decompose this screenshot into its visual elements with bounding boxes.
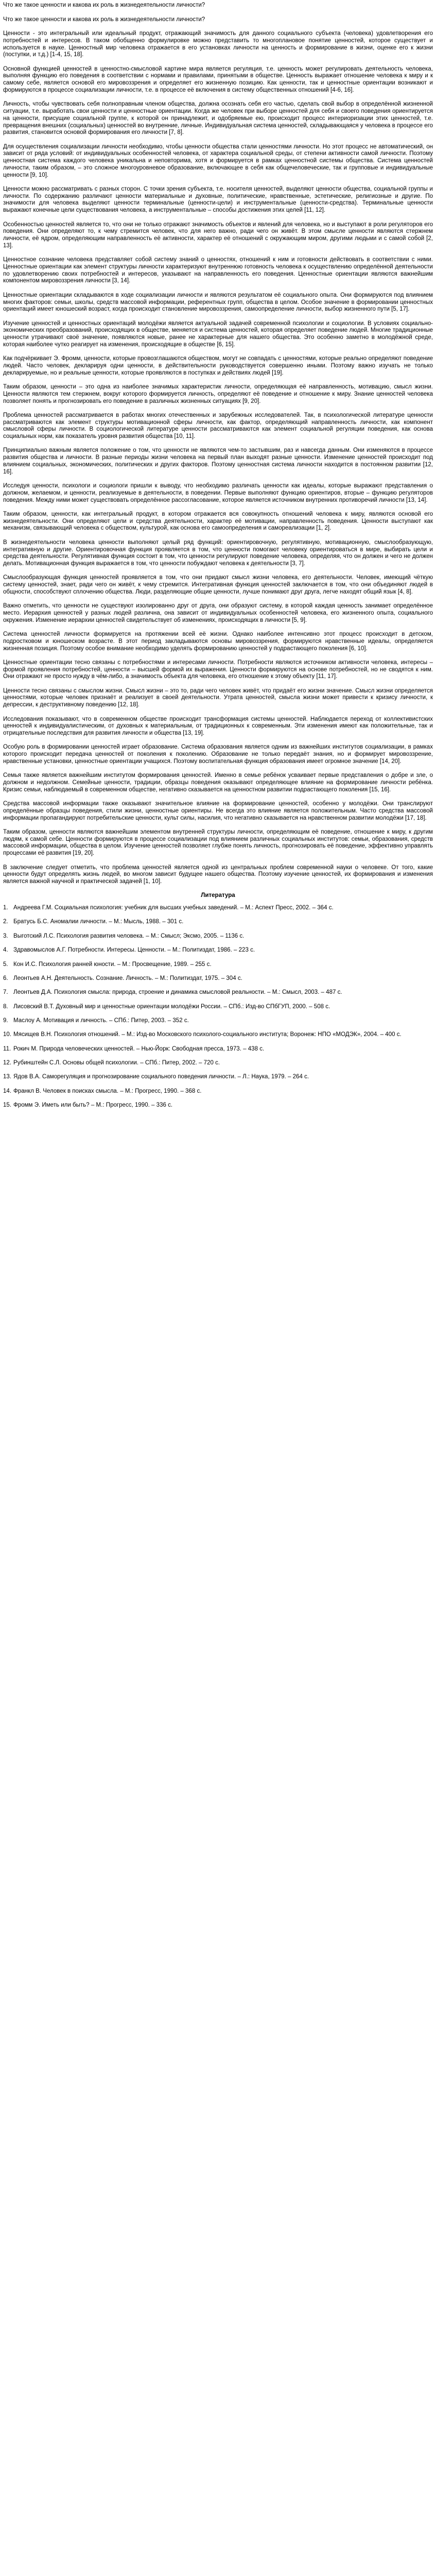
body-paragraph: Средства массовой информации также оказывают значительное влияние на формирование ценностей, особенно у молодёжи. Они транслируют определённые образцы поведения, стили жизни, ценностные ориентиры. Не всегда это влияние является положительным. Часто средства массовой информации пропагандируют потребительские ценности, культ силы, насилия, что негативно сказывается на нравственном развитии молодёжи [17, 18]. bbox=[3, 801, 433, 821]
body-paragraph: В заключение следует отметить, что проблема ценностей является одной из центральных проблем современной науки о человеке. От того, какие ценности будут определять жизнь людей, во многом зависит будущее нашего общества. Поэтому изучение ценностей, их формирования и изменения является важной научной и практической задачей [1, 10]. bbox=[3, 864, 433, 885]
reference-item bbox=[3, 1031, 433, 1039]
reference-number: 15. bbox=[3, 1101, 12, 1108]
reference-text: Маслоу А. Мотивация и личность. – СПб.: Питер, 2003. – 352 с. bbox=[13, 1017, 189, 1024]
reference-number: 9. bbox=[3, 1017, 8, 1024]
reference-text: Андреева Г.М. Социальная психология: учебник для высших учебных заведений. – М.: Аспект Пресс, 2002. – 364 с. bbox=[13, 905, 334, 911]
reference-text: Выготский Л.С. Психология развития человека. – М.: Смысл; Эксмо, 2005. – 1136 с. bbox=[13, 933, 245, 939]
reference-number: 6. bbox=[3, 975, 8, 981]
reference-item bbox=[3, 1060, 433, 1067]
reference-item bbox=[3, 905, 433, 912]
reference-number: 4. bbox=[3, 947, 8, 954]
reference-text: Здравомыслов А.Г. Потребности. Интересы. Ценности. – М.: Политиздат, 1986. – 223 с. bbox=[13, 947, 255, 954]
reference-text: Ядов В.А. Саморегуляция и прогнозирование социального поведения личности. – Л.: Наука, 1979. – 264 с. bbox=[13, 1074, 309, 1080]
reference-number: 7. bbox=[3, 989, 8, 996]
reference-text: Лисовский В.Т. Духовный мир и ценностные ориентации молодёжи России. – СПб.: Изд-во СПбГУП, 2000. – 508 с. bbox=[13, 1003, 330, 1010]
document-subtitle: Что же такое ценности и какова их роль в жизнедеятельности личности? bbox=[3, 16, 205, 23]
reference-list bbox=[3, 905, 433, 1109]
body-paragraph: Личность, чтобы чувствовать себя полноправным членом общества, должна осознать себя его частью, сделать свой выбор в определённой жизненной ситуации, т.е. выработать свои ценности и ценностные ориентации. Когда же человек при выборе ценностей для себя и своего поведения ориентируется на ценности, присущие социальной группе, к которой он принадлежит, и одобряемые ею, происходит процесс интериоризации этих ценностей, т.е. превращения внешних (социальных) ценностей во внутренние, личные. Индивидуальная система ценностей, складывающаяся у человека в процессе его развития, становится основой формирования его личности [7, 8]. bbox=[3, 101, 433, 136]
reference-item bbox=[3, 947, 433, 954]
body-paragraph: Ценности - это интегральный или идеальный продукт, отражающий значимость для данного социального субъекта (человека) удовлетворения его потребностей и интересов. В таком обобщенно формулировке можно представить то многоплановое понятие ценностей, которое существует и используется в науке. Ценностный мир человека отражается в его установках личности на ценность и формирование в жизни, оценке его к жизни (поступки, и т.д.) [1-4, 15, 18]. bbox=[3, 30, 433, 58]
body-paragraph: Семья также является важнейшим институтом формирования ценностей. Именно в семье ребёнок усваивает первые представления о добре и зле, о должном и недолжном. Семейные ценности, традиции, образцы поведения оказывают определяющее влияние на формирование личности ребёнка. Кризис семьи, наблюдаемый в современном обществе, негативно сказывается на ценностном развитии подрастающего поколения [15, 16]. bbox=[3, 772, 433, 793]
body-paragraph: Ценности можно рассматривать с разных сторон. С точки зрения субъекта, т.е. носителя ценностей, выделяют ценности общества, социальной группы и личности. По содержанию различают ценности материальные и духовные, политические, нравственные, эстетические, религиозные и другие. По значимости для человека выделяют ценности терминальные (ценности-цели) и инструментальные (ценности-средства). Терминальные ценности выражают конечные цели существования человека, а инструментальные – способы достижения этих целей [11, 12]. bbox=[3, 185, 433, 214]
reference-number: 5. bbox=[3, 961, 8, 968]
body-paragraph: Изучение ценностей и ценностных ориентаций молодёжи является актуальной задачей современной психологии и социологии. В условиях социально-экономических преобразований, происходящих в обществе, меняется и система ценностей, которая определяет поведение людей. Многие традиционные ценности утрачивают своё значение, появляются новые, ранее не характерные для нашего общества. Это особенно заметно в молодёжной среде, которая наиболее чутко реагирует на изменения, происходящие в обществе [6, 15]. bbox=[3, 320, 433, 348]
reference-item bbox=[3, 919, 433, 926]
reference-item bbox=[3, 1088, 433, 1095]
reference-text: Рубинштейн С.Л. Основы общей психологии. – СПб.: Питер, 2002. – 720 с. bbox=[13, 1059, 220, 1066]
body-paragraph: Ценностное сознание человека представляет собой систему знаний о ценностях, отношений к ним и готовности действовать в соответствии с ними. Ценностные ориентации как элемент структуры личности характеризуют внутреннюю готовность человека к осуществлению определённой деятельности по удовлетворению своих потребностей и интересов, указывают на направленность его поведения. Ценностные ориентации являются важнейшим компонентом мировоззрения личности [3, 14]. bbox=[3, 257, 433, 284]
reference-item bbox=[3, 975, 433, 982]
reference-number: 14. bbox=[3, 1088, 12, 1094]
body-paragraph: Исследования показывают, что в современном обществе происходит трансформация системы ценностей. Наблюдается переход от коллективистских ценностей к индивидуалистическим, от духовных к материальным, от традиционных к современным. Эти изменения имеют как положительные, так и отрицательные последствия для развития личности и общества [13, 19]. bbox=[3, 716, 433, 737]
reference-text: Франкл В. Человек в поисках смысла. – М.: Прогресс, 1990. – 368 с. bbox=[13, 1088, 202, 1094]
reference-item bbox=[3, 933, 433, 940]
body-paragraph: Таким образом, ценности являются важнейшим элементом внутренней структуры личности, определяющим её поведение, отношение к миру, к другим людям, к самой себе. Ценности формируются в процессе социализации под влиянием различных социальных институтов: семьи, образования, средств массовой информации, общества в целом. Изучение ценностей позволяет глубже понять личность, прогнозировать её поведение, эффективно управлять процессами её развития [19, 20]. bbox=[3, 828, 433, 857]
body-paragraph: В жизнедеятельности человека ценности выполняют целый ряд функций: ориентировочную, регулятивную, мотивационную, смыслообразующую, интегративную и другие. Ориентировочная функция проявляется в том, что ценности помогают человеку ориентироваться в мире, выбирать цели и средства деятельности. Регулятивная функция состоит в том, что ценности регулируют поведение человека, определяя, что он должен и чего не должен делать. Мотивационная функция выражается в том, что ценности побуждают человека к деятельности [3, 7]. bbox=[3, 539, 433, 567]
reference-item bbox=[3, 1074, 433, 1081]
reference-number: 13. bbox=[3, 1074, 12, 1080]
reference-number: 11. bbox=[3, 1045, 11, 1052]
document-body bbox=[3, 30, 433, 886]
reference-number: 10. bbox=[3, 1031, 12, 1038]
body-paragraph: Система ценностей личности формируется на протяжении всей её жизни. Однако наиболее интенсивно этот процесс происходит в детском, подростковом и юношеском возрасте. В этот период закладываются основы мировоззрения, формируются нравственные идеалы, определяется жизненная позиция. Поэтому особое внимание необходимо уделять формированию ценностей у подрастающего поколения [6, 10]. bbox=[3, 631, 433, 652]
body-paragraph: Для осуществления социализации личности необходимо, чтобы ценности общества стали ценностями личности. Но этот процесс не автоматический, он зависит от ряда условий: от индивидуальных особенностей человека, от характера социальной среды, от степени активности самой личности. Поэтому ценностная система каждого человека уникальна и неповторима, хотя и формируется в рамках ценностной системы общества. Система ценностей личности, таким образом, – это сложное многоуровневое образование, включающее в себя как общечеловеческие, так и групповые и индивидуальные ценности [9, 10]. bbox=[3, 143, 433, 178]
reference-text: Леонтьев А.Н. Деятельность. Сознание. Личность. – М.: Политиздат, 1975. – 304 с. bbox=[13, 975, 242, 981]
body-paragraph: Таким образом, ценности – это одна из наиболее значимых характеристик личности, определяющая её направленность, мотивацию, смысл жизни. Ценности являются тем стержнем, вокруг которого формируется личность, определяют её поведение и отношение к миру. Знание ценностей человека позволяет понять и прогнозировать его поведение в различных жизненных ситуациях [9, 20]. bbox=[3, 384, 433, 404]
reference-item bbox=[3, 1102, 433, 1109]
body-paragraph: Исследуя ценности, психологи и социологи пришли к выводу, что необходимо различать ценности как идеалы, которые выражают представления о должном, желаемом, и ценности, реализуемые в деятельности, в поведении. Первые выполняют функцию ориентиров, вторые – функцию регуляторов поведения. Между ними может существовать определённое рассогласование, которое является источником внутренних противоречий личности [13, 14]. bbox=[3, 483, 433, 503]
document-title: Что же такое ценности и какова их роль в жизнедеятельности личности? bbox=[3, 2, 205, 8]
body-paragraph: Важно отметить, что ценности не существуют изолированно друг от друга, они образуют систему, в которой каждая ценность занимает определённое место. Иерархия ценностей у разных людей различна, она зависит от индивидуальных особенностей человека, его жизненного опыта, социального окружения. Изменение иерархии ценностей свидетельствует об изменениях, происходящих в личности [5, 9]. bbox=[3, 603, 433, 623]
body-paragraph: Принципиально важным является положение о том, что ценности не являются чем-то застывшим, раз и навсегда данным. Они изменяются в процессе развития общества и личности. В разные периоды жизни человека на первый план выходят разные ценности. Изменение ценностей происходит под влиянием социальных, экономических, политических и других факторов. Поэтому ценностная система личности находится в постоянном развитии [12, 16]. bbox=[3, 447, 433, 475]
reference-number: 12. bbox=[3, 1059, 12, 1066]
reference-number: 2. bbox=[3, 919, 8, 925]
reference-number: 3. bbox=[3, 933, 8, 939]
reference-number: 8. bbox=[3, 1003, 8, 1010]
reference-item bbox=[3, 1004, 433, 1011]
reference-text: Рокич М. Природа человеческих ценностей. – Нью-Йорк: Свободная пресса, 1973. – 438 с. bbox=[13, 1045, 265, 1052]
body-paragraph: Ценности тесно связаны с смыслом жизни. Смысл жизни – это то, ради чего человек живёт, что придаёт его жизни значение. Смысл жизни определяется ценностями, которые человек признаёт и реализует в своей деятельности. Утрата ценностей, смысла жизни может привести к кризису личности, к депрессии, к деструктивному поведению [12, 18]. bbox=[3, 687, 433, 708]
body-paragraph: Проблема ценностей рассматривается в работах многих отечественных и зарубежных исследователей. Так, в психологической литературе ценности рассматриваются как элемент структуры мотивационной сферы личности, как фактор, определяющий направленность личности, как компонент смысловой сферы личности. В социологической литературе ценности рассматриваются как элемент социальной регуляции поведения, как основа социальных норм, как показатель уровня развития общества [10, 11]. bbox=[3, 412, 433, 440]
reference-item bbox=[3, 1046, 433, 1053]
body-paragraph: Основной функцией ценностей в ценностно-смысловой картине мира является регуляция, т.е. ценность может регулировать деятельность человека, выполняя функцию его поведения в соответствии с нормами и правилами, принятыми в обществе. Ценность выражает отношение человека к миру и к самому себе, является основой его мировоззрения и определяет его жизненную позицию. Как ценности, так и ценностные ориентации возникают и формируются в процессе социализации личности, т.е. в процессе её включения в систему общественных отношений [4-6, 16]. bbox=[3, 65, 433, 93]
reference-text: Кон И.С. Психология ранней юности. – М.: Просвещение, 1989. – 255 с. bbox=[13, 961, 212, 968]
reference-text: Мясищев В.Н. Психология отношений. – М.: Изд-во Московского психолого-социального института; Воронеж: НПО «МОДЭК», 2004. – 400 с. bbox=[13, 1031, 402, 1038]
body-paragraph: Таким образом, ценности, как интегральный продукт, в котором отражается вся совокупность отношений человека к миру, являются основой его жизнедеятельности. Они определяют цели и средства деятельности, характер её мотивации, направленность поведения. Ценности выступают как механизм, связывающий человека с обществом, культурой, как основа его самоопределения и самореализации [1, 2]. bbox=[3, 511, 433, 532]
literature-heading: Литература bbox=[201, 892, 235, 899]
body-paragraph: Особую роль в формировании ценностей играет образование. Система образования является одним из важнейших институтов социализации, в рамках которого происходит передача ценностей от поколения к поколению. Образование не только передаёт знания, но и формирует мировоззрение, нравственные установки, ценностные ориентации учащихся. Поэтому воспитательная функция образования имеет огромное значение [14, 20]. bbox=[3, 744, 433, 765]
body-paragraph: Особенностью ценностей является то, что они не только отражают значимость объектов и явлений для человека, но и выступают в роли регуляторов его поведения. Они определяют то, к чему стремится человек, что для него важно, ради чего он живёт. В этом смысле ценности являются стержнем личности, её ядром, определяющим направленность её активности, характер её отношений с окружающим миром, другими людьми и с самой собой [2, 13]. bbox=[3, 221, 433, 249]
reference-text: Леонтьев Д.А. Психология смысла: природа, строение и динамика смысловой реальности. – М.: Смысл, 2003. – 487 с. bbox=[13, 989, 342, 996]
reference-text: Братусь Б.С. Аномалии личности. – М.: Мысль, 1988. – 301 с. bbox=[13, 919, 184, 925]
body-paragraph: Смыслообразующая функция ценностей проявляется в том, что они придают смысл жизни человека, его деятельности. Человек, имеющий чёткую систему ценностей, знает, ради чего он живёт, к чему стремится. Интегративная функция ценностей заключается в том, что они объединяют людей в общности, способствуют сплочению общества. Люди, разделяющие общие ценности, лучше понимают друг друга, легче находят общий язык [4, 8]. bbox=[3, 574, 433, 595]
reference-number: 1. bbox=[3, 905, 8, 911]
document-title-block bbox=[3, 2, 433, 9]
reference-item bbox=[3, 989, 433, 996]
reference-item bbox=[3, 961, 433, 969]
document-page bbox=[0, 0, 436, 1120]
body-paragraph: Ценностные ориентации тесно связаны с потребностями и интересами личности. Потребности являются источником активности человека, интересы – формой проявления потребностей, ценности – высшей формой их выражения. Ценности формируются на основе потребностей, но не сводятся к ним. Они отражают не просто нужду в чём-либо, а значимость объекта для человека, его отношение к этому объекту [11, 17]. bbox=[3, 659, 433, 680]
body-paragraph: Как подчёркивает Э. Фромм, ценности, которые провозглашаются обществом, могут не совпадать с ценностями, которые реально определяют поведение людей. Часто человек, декларируя одни ценности, в действительности руководствуется совершенно иными. Поэтому важно изучать не только декларируемые, но и реальные ценности, которые проявляются в поступках и действиях людей [19]. bbox=[3, 355, 433, 376]
reference-text: Фромм Э. Иметь или быть? – М.: Прогресс, 1990. – 336 с. bbox=[13, 1101, 173, 1108]
reference-item bbox=[3, 1018, 433, 1025]
body-paragraph: Ценностные ориентации складываются в ходе социализации личности и являются результатом её социального опыта. Они формируются под влиянием многих факторов: семьи, школы, средств массовой информации, референтных групп, общества в целом. Особое значение в формировании ценностных ориентаций имеет юношеский возраст, когда происходит становление мировоззрения, самоопределение личности, выбор жизненного пути [5, 17]. bbox=[3, 292, 433, 313]
